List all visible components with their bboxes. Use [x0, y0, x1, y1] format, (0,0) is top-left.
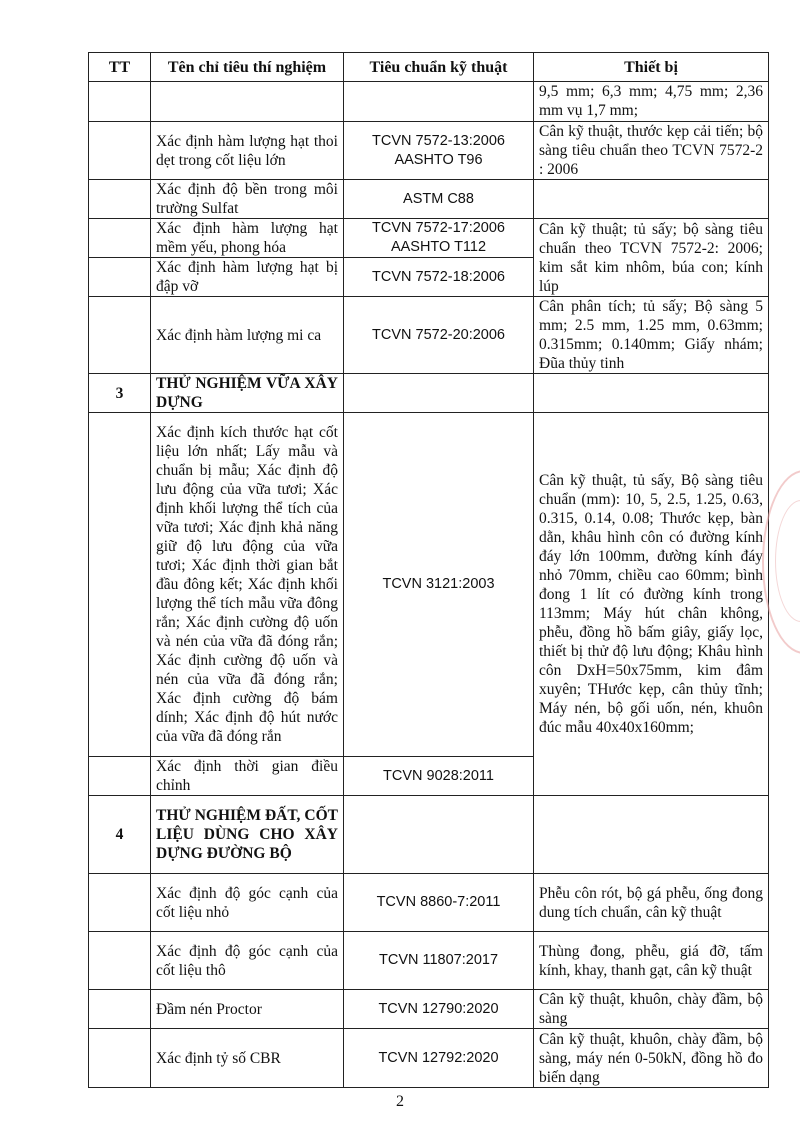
equipment-cell: Cân kỹ thuật; tủ sấy; bộ sàng tiêu chuẩn theo TCVN 7572-2: 2006; kim sắt kim nhôm, búa con; kính lúp	[534, 219, 769, 297]
tt-cell	[89, 122, 151, 180]
page-number: 2	[396, 1093, 404, 1110]
standard-cell: TCVN 12792:2020	[344, 1029, 534, 1088]
standard-cell	[344, 122, 534, 180]
standard-line: TCVN 7572-17:2006	[372, 220, 505, 236]
tt-cell	[89, 757, 151, 796]
tt-cell	[89, 219, 151, 258]
test-standards-table	[88, 52, 769, 1088]
standard-line: AASHTO T112	[390, 239, 487, 255]
table-row	[89, 932, 769, 990]
standard-line: TCVN 7572-13:2006	[372, 132, 505, 149]
section-number: 3	[89, 374, 151, 413]
standard-cell	[344, 82, 534, 122]
standard-cell	[344, 796, 534, 874]
test-name-cell: Xác định hàm lượng hạt bị đập vỡ	[151, 258, 344, 297]
table-row	[89, 297, 769, 374]
equipment-cell: Cân phân tích; tủ sấy; Bộ sàng 5 mm; 2.5 mm, 1.25 mm, 0.63mm; 0.315mm; 0.140mm; Giấy nhám; Đũa thủy tinh	[534, 297, 769, 374]
test-name-cell: Xác định độ góc cạnh của cốt liệu thô	[151, 932, 344, 990]
test-name-cell	[151, 82, 344, 122]
equipment-cell	[534, 796, 769, 874]
standard-cell: TCVN 9028:2011	[344, 757, 534, 796]
standard-cell	[344, 219, 534, 258]
equipment-cell: Cân kỹ thuật, khuôn, chày đầm, bộ sàng	[534, 990, 769, 1029]
test-name-cell: Xác định độ bền trong môi trường Sulfat	[151, 180, 344, 219]
test-name-cell: Xác định độ góc cạnh của cốt liệu nhỏ	[151, 874, 344, 932]
equipment-cell: Thùng đong, phễu, giá đỡ, tấm kính, khay, thanh gạt, cân kỹ thuật	[534, 932, 769, 990]
test-name-cell: Xác định hàm lượng hạt mềm yếu, phong hóa	[151, 219, 344, 258]
standard-cell: TCVN 11807:2017	[344, 932, 534, 990]
table-row	[89, 990, 769, 1029]
header-tt: TT	[89, 53, 151, 82]
equipment-cell	[534, 374, 769, 413]
standard-cell: TCVN 12790:2020	[344, 990, 534, 1029]
tt-cell	[89, 413, 151, 757]
equipment-cell: 9,5 mm; 6,3 mm; 4,75 mm; 2,36 mm vụ 1,7 mm;	[534, 82, 769, 122]
header-standard: Tiêu chuẩn kỹ thuật	[344, 53, 534, 82]
table-row	[89, 874, 769, 932]
section-title: THỬ NGHIỆM ĐẤT, CỐT LIỆU DÙNG CHO XÂY DỰNG ĐƯỜNG BỘ	[151, 796, 344, 874]
standard-cell: ASTM C88	[344, 180, 534, 219]
table-row	[89, 82, 769, 122]
equipment-cell	[534, 180, 769, 219]
equipment-cell: Cân kỹ thuật, tủ sấy, Bộ sàng tiêu chuẩn (mm): 10, 5, 2.5, 1.25, 0.63, 0.315, 0.14, 0.08; Thước kẹp, bàn dằn, khâu hình côn có đường kính đáy lớn 100mm, đường kính đáy nhỏ 70mm, chiều cao 60mm; bình đong 1 lít có đường kính trong 113mm; Máy hút chân không, phễu, đồng hồ bấm giây, giấy lọc, thiết bị thử độ lưu động; Khâu hình côn DxH=50x75mm, kim đâm xuyên; THước kẹp, cân thủy tĩnh; Máy nén, bộ gối uốn, nén, khuôn đúc mẫu 40x40x160mm;	[534, 413, 769, 796]
tt-cell	[89, 990, 151, 1029]
test-name-cell: Xác định thời gian điều chỉnh	[151, 757, 344, 796]
table-header-row	[89, 53, 769, 82]
table-row	[89, 1029, 769, 1088]
table-row	[89, 122, 769, 180]
section-row	[89, 374, 769, 413]
test-name-cell: Đầm nén Proctor	[151, 990, 344, 1029]
table-row	[89, 180, 769, 219]
table-row	[89, 413, 769, 757]
standard-line: AASHTO T96	[394, 151, 483, 168]
header-test-name: Tên chỉ tiêu thí nghiệm	[151, 53, 344, 82]
test-name-cell: Xác định tỷ số CBR	[151, 1029, 344, 1088]
tt-cell	[89, 874, 151, 932]
equipment-cell: Cân kỹ thuật, khuôn, chày đầm, bộ sàng, máy nén 0-50kN, đồng hồ đo biến dạng	[534, 1029, 769, 1088]
equipment-cell: Phễu côn rót, bộ gá phễu, ống đong dung tích chuẩn, cân kỹ thuật	[534, 874, 769, 932]
test-name-cell: Xác định kích thước hạt cốt liệu lớn nhất; Lấy mẫu và chuẩn bị mẫu; Xác định độ lưu động của vữa tươi; Xác định khối lượng thể tích của vữa tươi; Xác định khả năng giữ độ lưu động của vữa tươi; Xác định thời gian bắt đầu đông kết; Xác định khối lượng thể tích mẫu vữa đông rắn; Xác định cường độ uốn và nén của vữa đã đóng rắn; Xác định cường độ uốn và nén của vữa đã đóng rắn; Xác định cường độ bám dính; Xác định độ hút nước của vữa đã đóng rắn	[151, 413, 344, 757]
standard-cell: TCVN 7572-18:2006	[344, 258, 534, 297]
table-row	[89, 219, 769, 258]
tt-cell	[89, 180, 151, 219]
equipment-cell: Cân kỹ thuật, thước kẹp cải tiến; bộ sàng tiêu chuẩn theo TCVN 7572-2 : 2006	[534, 122, 769, 180]
tt-cell	[89, 82, 151, 122]
section-number: 4	[89, 796, 151, 874]
tt-cell	[89, 297, 151, 374]
tt-cell	[89, 258, 151, 297]
test-name-cell: Xác định hàm lượng hạt thoi dẹt trong cốt liệu lớn	[151, 122, 344, 180]
standard-cell: TCVN 8860-7:2011	[344, 874, 534, 932]
tt-cell	[89, 932, 151, 990]
tt-cell	[89, 1029, 151, 1088]
standard-cell	[344, 374, 534, 413]
section-title: THỬ NGHIỆM VỮA XÂY DỰNG	[151, 374, 344, 413]
standard-cell: TCVN 7572-20:2006	[344, 297, 534, 374]
header-equipment: Thiết bị	[534, 53, 769, 82]
section-row	[89, 796, 769, 874]
test-name-cell: Xác định hàm lượng mi ca	[151, 297, 344, 374]
standard-cell: TCVN 3121:2003	[344, 413, 534, 757]
